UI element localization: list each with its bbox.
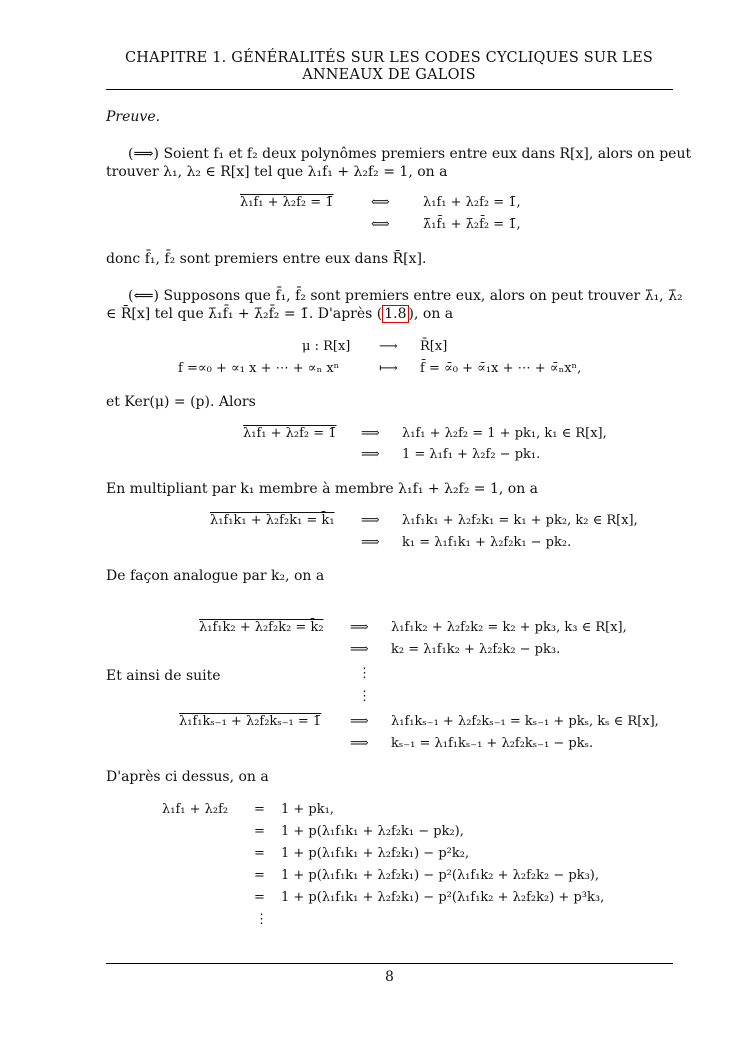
chain-eq-1: = — [254, 802, 265, 817]
eq5-rhs-2: kₛ₋₁ = λ₁f₁kₛ₋₁ + λ₂f₂kₛ₋₁ − pkₛ. — [391, 736, 594, 751]
chain-row-1: 1 + pk₁, — [281, 802, 334, 817]
footer-rule — [106, 963, 673, 964]
eq4-arrow-1: ⟹ — [350, 620, 369, 635]
line-from-above: D'après ci dessus, on a — [106, 769, 269, 785]
eq1-rhs-1: λ₁f₁ + λ₂f₂ = 1̄, — [423, 195, 521, 210]
header-line-1: CHAPITRE 1. GÉNÉRALITÉS SUR LES CODES CYCLIQUES SUR LES — [124, 50, 653, 66]
chain-row-3: 1 + p(λ₁f₁k₁ + λ₂f₂k₁) − p²k₂, — [281, 846, 470, 861]
map-fbar: f̄ = ∝̄₀ + ∝̄₁x + ⋯ + ∝̄ₙxⁿ, — [420, 361, 582, 376]
header-line-2: ANNEAUX DE GALOIS — [302, 67, 476, 83]
eq2-rhs-2: 1 = λ₁f₁ + λ₂f₂ − pk₁. — [402, 447, 541, 462]
map-domain: μ : R[x] — [302, 339, 351, 354]
para1-line1: (⟹) Soient f₁ et f₂ deux polynômes premiers entre eux dans R[x], alors on peut — [128, 146, 692, 162]
para2-line1: (⟸) Supposons que f̄₁, f̄₂ sont premiers entre eux, alors on peut trouver λ̄₁, λ̄₂ — [128, 288, 683, 304]
running-header — [106, 50, 672, 84]
map-arrow-2: ⟼ — [379, 361, 398, 376]
eq4-lhs: λ₁f₁k₂ + λ₂f₂k₂ = k̄₂ — [199, 620, 324, 635]
map-arrow-1: ⟶ — [379, 339, 398, 354]
equation-ref-link[interactable]: 1.8 — [384, 306, 407, 322]
chain-eq-3: = — [254, 846, 265, 861]
eq2-arrow-2: ⟹ — [361, 447, 380, 462]
eq5-lhs: λ₁f₁kₛ₋₁ + λ₂f₂kₛ₋₁ = 1̄ — [179, 714, 322, 729]
chain-eq-4: = — [254, 868, 265, 883]
chain-eq-2: = — [254, 824, 265, 839]
eq3-arrow-1: ⟹ — [361, 513, 380, 528]
para1-line2: trouver λ₁, λ₂ ∈ R[x] tel que λ₁f₁ + λ₂f₂ = 1, on a — [106, 164, 448, 180]
chain-row-2: 1 + p(λ₁f₁k₁ + λ₂f₂k₁ − pk₂), — [281, 824, 464, 839]
line-donc: donc f̄₁, f̄₂ sont premiers entre eux dans R̄[x]. — [106, 251, 427, 267]
eq5-rhs-1: λ₁f₁kₛ₋₁ + λ₂f₂kₛ₋₁ = kₛ₋₁ + pkₛ, kₛ ∈ R[x], — [391, 714, 659, 729]
eq3-rhs-1: λ₁f₁k₁ + λ₂f₂k₁ = k₁ + pk₂, k₂ ∈ R[x], — [402, 513, 638, 528]
chain-row-4: 1 + p(λ₁f₁k₁ + λ₂f₂k₁) − p²(λ₁f₁k₂ + λ₂f₂k₂ − pk₃), — [281, 868, 599, 883]
eq2-rhs-1: λ₁f₁ + λ₂f₂ = 1 + pk₁, k₁ ∈ R[x], — [402, 426, 607, 441]
map-f: f =∝₀ + ∝₁ x + ⋯ + ∝ₙ xⁿ — [178, 361, 340, 376]
eq2-lhs: λ₁f₁ + λ₂f₂ = 1̄ — [243, 426, 337, 441]
line-analog: De façon analogue par k₂, on a — [106, 568, 325, 584]
eq4-arrow-2: ⟹ — [350, 642, 369, 657]
eq4-rhs-1: λ₁f₁k₂ + λ₂f₂k₂ = k₂ + pk₃, k₃ ∈ R[x], — [391, 620, 627, 635]
eq4-rhs-2: k₂ = λ₁f₁k₂ + λ₂f₂k₂ − pk₃. — [391, 642, 561, 657]
chain-vdots: ⋮ — [255, 912, 268, 927]
para2-line2: ∈ R̄[x] tel que λ̄₁f̄₁ + λ̄₂f̄₂ = 1̄. D'après ( 1.8 ), on a — [106, 306, 454, 322]
line-ker: et Ker(μ) = (p). Alors — [106, 394, 256, 410]
eq1-arrow-1: ⟺ — [371, 195, 390, 210]
eq1-lhs: λ₁f₁ + λ₂f₂ = 1̄ — [240, 195, 334, 210]
map-codomain: R̄[x] — [420, 339, 448, 354]
eq3-arrow-2: ⟹ — [361, 535, 380, 550]
eq1-rhs-2: λ̄₁f̄₁ + λ̄₂f̄₂ = 1̄, — [423, 217, 521, 232]
chain-lhs: λ₁f₁ + λ₂f₂ — [162, 802, 229, 817]
page-number: 8 — [385, 969, 394, 985]
proof-label: Preuve. — [106, 109, 161, 125]
vdots-1: ⋮ — [358, 666, 371, 681]
eq3-rhs-2: k₁ = λ₁f₁k₁ + λ₂f₂k₁ − pk₂. — [402, 535, 572, 550]
line-multiplying: En multipliant par k₁ membre à membre λ₁f₁ + λ₂f₂ = 1, on a — [106, 481, 539, 497]
chain-row-5: 1 + p(λ₁f₁k₁ + λ₂f₂k₁) − p²(λ₁f₁k₂ + λ₂f₂k₂) + p³k₃, — [281, 890, 605, 905]
eq5-arrow-1: ⟹ — [350, 714, 369, 729]
header-rule — [106, 89, 673, 90]
eq2-arrow-1: ⟹ — [361, 426, 380, 441]
eq3-lhs: λ₁f₁k₁ + λ₂f₂k₁ = k̄₁ — [210, 513, 335, 528]
eq5-arrow-2: ⟹ — [350, 736, 369, 751]
chain-eq-5: = — [254, 890, 265, 905]
line-and-so-on: Et ainsi de suite — [106, 668, 221, 684]
vdots-2: ⋮ — [358, 689, 371, 704]
eq1-arrow-2: ⟺ — [371, 217, 390, 232]
